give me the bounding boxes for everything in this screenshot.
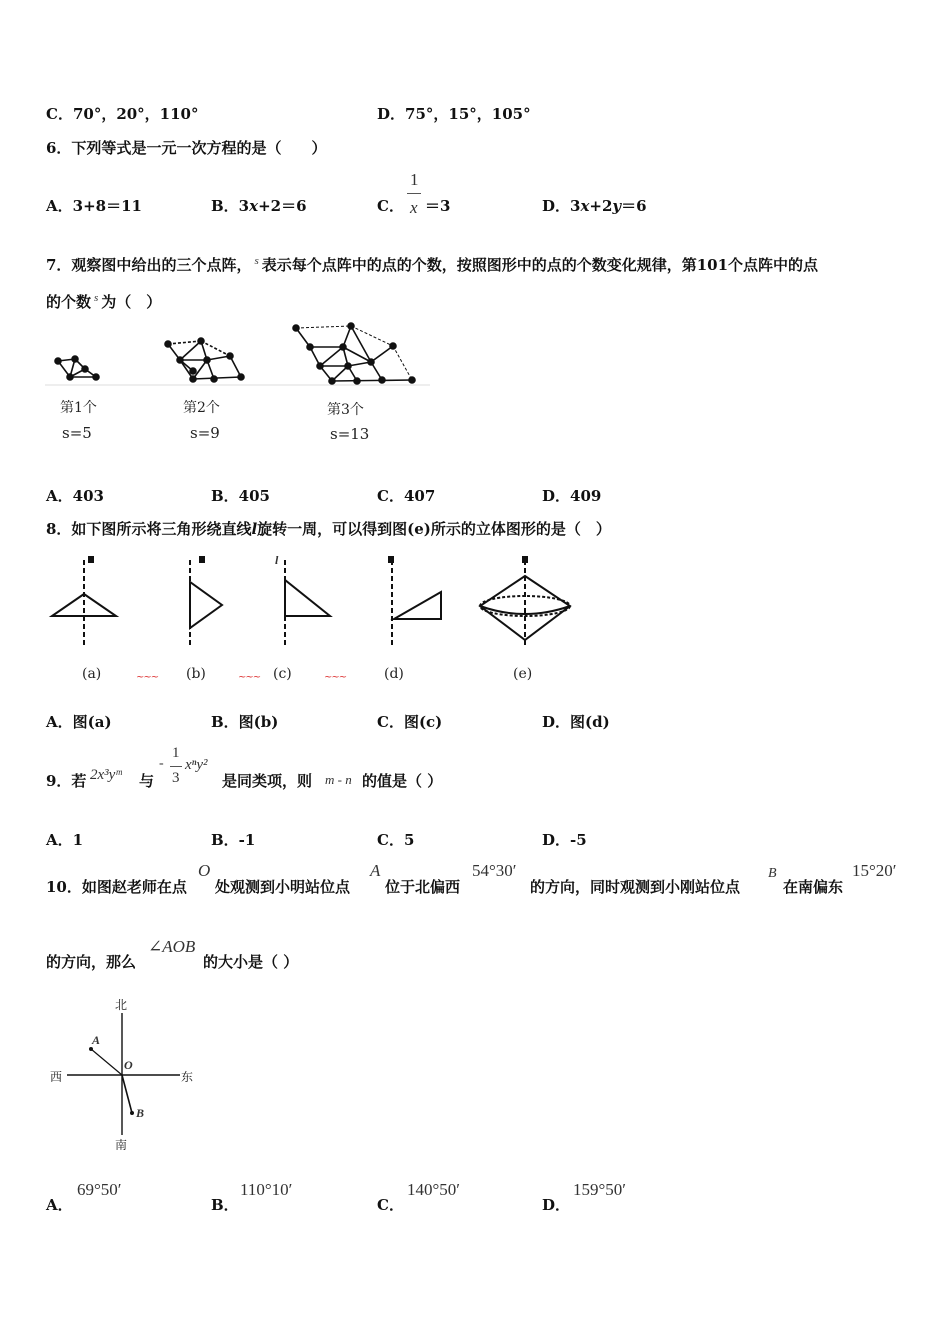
q8-option-c: C．图(c) [377,713,443,731]
q9-option-d: D．-5 [542,831,587,849]
q9-option-b: B．-1 [211,831,256,849]
q8-wave-mark: ~~~ [238,672,261,683]
compass-south-label: 南 [115,1138,128,1152]
q6-stem: 6．下列等式是一元一次方程的是（ ） [46,139,327,157]
q8-option-a: A．图(a) [46,713,112,731]
q7-fig3-value: s=13 [330,425,370,443]
q5-option-c: C．70°，20°，110° [46,105,199,123]
q7-option-c: C．407 [377,487,436,505]
q10-angle-aob: ∠AOB [148,937,196,956]
q10-stem-line2-part1: 的方向，那么 [46,953,137,971]
q8-fig-e-label: (e) [513,666,533,682]
q9-term1: 2x³yᵐ [90,767,122,783]
q10-option-b-value: 110°10′ [240,1180,293,1199]
q7-option-a: A．403 [46,487,104,505]
q8-option-b: B．图(b) [211,713,279,731]
q6-option-c-label: C． [377,197,404,215]
q6-c-suffix: ＝3 [425,197,451,215]
q10-point-o: O [198,861,211,880]
q9-stem-middle: 是同类项，则 [222,772,313,790]
q7-fig2-label: 第2个 [183,400,220,416]
q10-option-b-label: B． [211,1196,239,1214]
q7-stem-line1: 7．观察图中给出的三个点阵， $^s$ 表示每个点阵中的点的个数，按照图形中的点的个数变化规律，第101个点阵中的点 [46,255,819,274]
q9-option-c: C．5 [377,831,415,849]
q10-point-b: B [768,866,777,881]
q7-fig3-label: 第3个 [327,402,364,418]
q9-term2-sign: - [159,756,164,771]
q8-fig-c-label: (c) [273,666,292,682]
q10-option-d-label: D． [542,1196,571,1214]
q9-term2-numerator: 1 [172,745,180,761]
q10-angle2: 15°20′ [852,861,897,880]
q10-stem-part3: 位于北偏西 [385,878,461,896]
q8-fig-a-label: (a) [82,666,102,682]
compass-point-o: O [124,1058,133,1072]
compass-east-label: 东 [181,1070,194,1084]
q8-wave-mark: ~~~ [324,672,347,683]
compass-point-a: A [92,1033,101,1047]
q9-option-a: A．1 [46,831,84,849]
q9-term2-var: xⁿy² [185,757,208,773]
q6-option-b: B．3x+2＝6 [211,197,307,215]
q9-stem-with: 与 [139,772,155,790]
q8-option-d: D．图(d) [542,713,610,731]
q6-c-numerator: 1 [410,170,419,189]
q10-option-a-label: A． [46,1196,73,1214]
q6-option-a: A．3+8＝11 [46,197,142,215]
q7-fig1-label: 第1个 [60,400,97,416]
q8-fig-b-label: (b) [186,666,206,682]
q10-point-a: A [370,861,381,880]
q7-option-d: D．409 [542,487,602,505]
compass-west-label: 西 [50,1070,63,1084]
q8-wave-mark: ~~~ [136,672,159,683]
q9-stem-suffix: 的值是（ ） [362,772,443,790]
q8-fig-d-label: (d) [384,666,404,682]
q10-stem-line2-part2: 的大小是（ ） [203,953,299,971]
q6-c-denominator: x [410,198,418,217]
q7-fig2-value: s=9 [190,424,220,442]
q9-term2-denominator: 3 [172,770,180,786]
q8-stem: 8．如下图所示将三角形绕直线l旋转一周，可以得到图(e)所示的立体图形的是（ ） [46,520,611,538]
q7-s-symbol: s [254,255,259,267]
q10-option-d-value: 159°50′ [573,1180,627,1199]
q10-stem-part2: 处观测到小明站位点 [215,878,351,896]
q10-option-c-value: 140°50′ [407,1180,461,1199]
q10-option-a-value: 69°50′ [77,1180,122,1199]
q10-option-c-label: C． [377,1196,404,1214]
q9-expr: m - n [325,772,352,787]
q10-stem-part5: 在南偏东 [783,878,844,896]
q10-stem-part1: 10．如图赵老师在点 [46,878,187,896]
q7-fig1-value: s=5 [62,424,92,442]
q7-option-b: B．405 [211,487,270,505]
q5-option-d: D．75°，15°，105° [377,105,531,123]
compass-point-b: B [136,1106,145,1120]
q10-stem-part4: 的方向，同时观测到小刚站位点 [530,878,741,896]
q8-line-l-label: l [275,553,279,567]
q7-stem-line2: 的个数 $^s$ 为（ ） [46,292,162,311]
q10-angle1: 54°30′ [472,861,517,880]
q9-stem-prefix: 9．若 [46,772,87,790]
compass-north-label: 北 [115,998,128,1012]
q6-option-d: D．3x+2y＝6 [542,197,647,215]
